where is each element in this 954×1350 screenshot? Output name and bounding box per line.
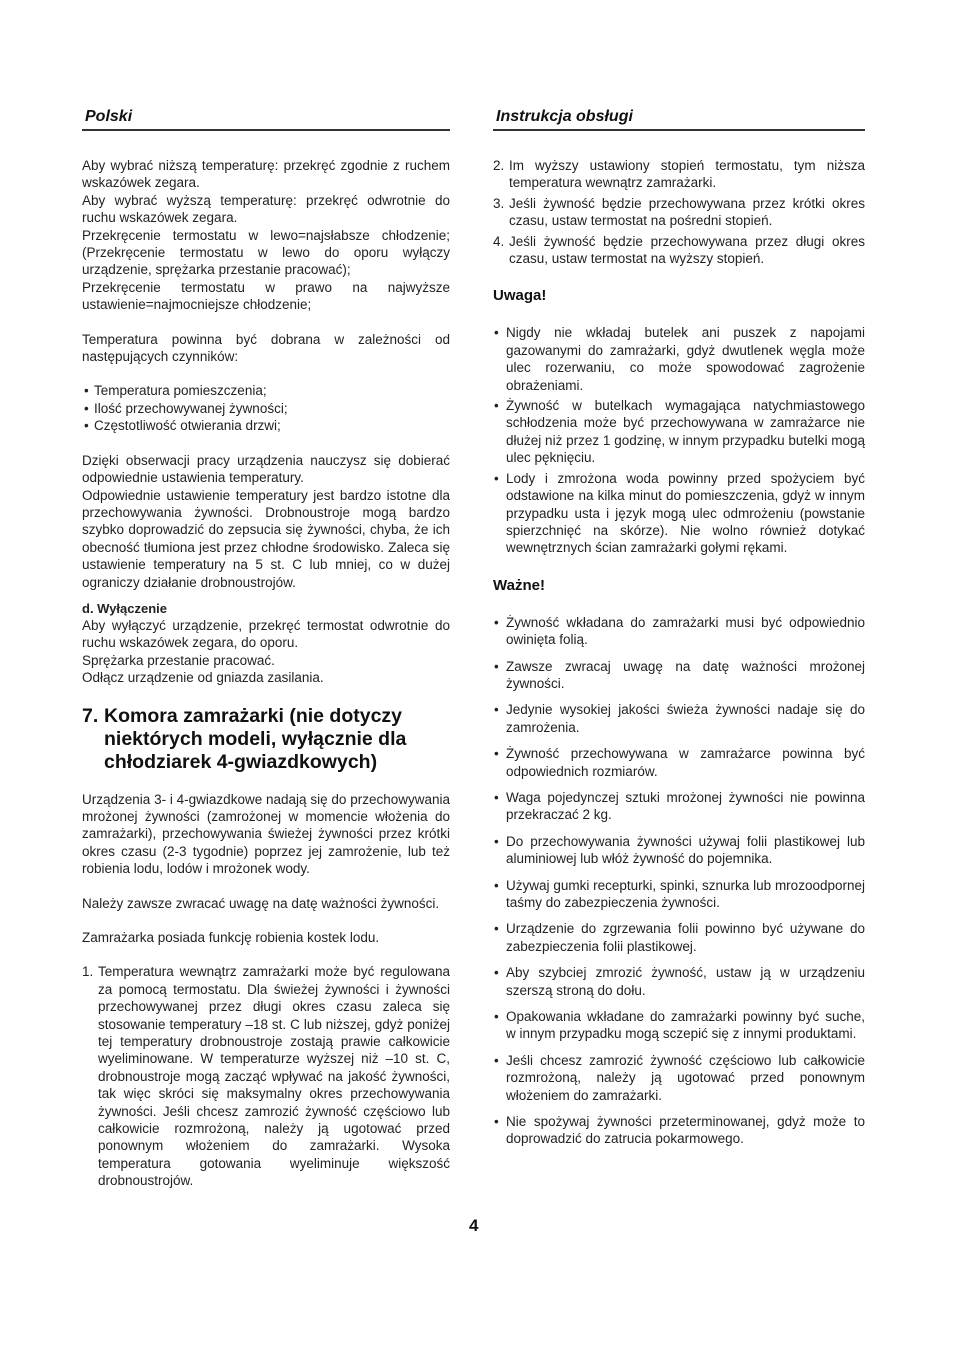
section-title-line-2: niektórych modeli, wyłącznie dla [104,727,407,750]
list-item: • Nigdy nie wkładaj butelek ani puszek z napojami gazowanymi do zamrażarki, gdyż dwutlenek węgla może ulec rozerwaniu, co może spowodować zagrożenie obrażeniami. [493,324,865,394]
list-item: • Urządzenie do zgrzewania folii powinno być używane do zabezpieczenia folii plastikowej. [493,920,865,955]
switch-off-title: d. Wyłączenie [82,600,168,616]
list-item [493,157,865,192]
page-number: 4 [469,1216,479,1235]
setting-paragraph: Odpowiednie ustawienie temperatury jest bardzo istotne dla przechowywania żywności. Drobnoustroje mogą bardzo szybko doprowadzić do zepsucia się żywności, chyba, że ich obecność tłumiona jest przez chłodne środowisko. Zaleca się ustawienie temperatury na 5 st. C lub mniej, co w dużej ograniczy działanie drobnoustrojów. [82,487,450,590]
list-item: • Lody i zmrożona woda powinny przed spożyciem być odstawione na kilka minut do pomieszczenia, gdyż w innym przypadku usta i język mogą ulec odmrożeniu (powstanie spierzchnięć na skórze). Nie wolno również dotykać wewnętrznych ścian zamrażarki gołymi rękami. [493,470,865,557]
list-item: • Jedynie wysokiej jakości świeża żywności nadaje się do zamrożenia. [493,701,865,736]
item-text: Temperatura wewnątrz zamrażarki może być regulowana za pomocą termostatu. Dla świeżej żywności i żywności przechowywanej przez długi okres czasu zaleca się stosowanie temperatury –18 st. C lub niższej, gdyż poniżej tej temperatury drobnoustroje zostają prawie całkowicie wyeliminowane. W temperaturze wyższej niż –10 st. C, drobnoustroje mogą zacząć wpływać na jakość żywności, tak więc skróci się maksymalny okres przechowywania żywności. Jeśli chcesz zamrozić żywność częściowo lub całkowicie rozmrożoną, należy ją ugotować przed ponownym włożeniem do zamrażarki. Wysoka temperatura gotowania wyeliminuje większość drobnoustrojów. [98,964,450,1189]
right-column [493,108,865,1157]
list-item: • Aby szybciej zmrozić żywność, ustaw ją w urządzeniu szerszą stroną do dołu. [493,964,865,999]
language-header: Polski [82,108,450,131]
section-title-line-1: Komora zamrażarki (nie dotyczy [104,704,403,727]
warning-heading: Uwaga! [493,287,547,305]
list-item [493,233,865,268]
section-7-paragraph-2: Należy zawsze zwracać uwagę na datę ważności żywności. [82,895,440,911]
section-number: 7. [82,704,99,727]
item-number: 4. [493,233,505,249]
manual-header: Instrukcja obsługi [493,108,865,131]
section-7-paragraph-1: Urządzenia 3- i 4-gwiazdkowe nadają się do przechowywania mrożonej żywności (zamrożonej w momencie włożenia do zamrażarki), przechowywania świeżej żywności przez krótki okres czasu (2-3 tygodnie) poprzez jej zamrożenie, lub też robienia lodu, lodów i mrożonek wody. [82,791,450,877]
factors-intro: Temperatura powinna być dobrana w zależności od następujących czynników: [82,331,450,365]
section-7-heading [82,705,450,774]
factors-list [82,382,450,434]
list-item [493,195,865,230]
intro-paragraph-1: Aby wybrać niższą temperaturę: przekręć zgodnie z ruchem wskazówek zegara. [82,158,450,191]
intro-paragraph-3: Przekręcenie termostatu w lewo=najsłabsze chłodzenie; (Przekręcenie termostatu w lewo do oporu wyłączy urządzenie, sprężarka przestanie pracować); [82,227,450,278]
item-number: 1. [82,964,94,980]
warning-list [493,324,865,556]
list-item [82,963,450,1189]
switch-off-line-3: Odłącz urządzenie od gniazda zasilania. [82,670,324,686]
list-item: • Używaj gumki recepturki, spinki, sznurka lub mrozoodpornej taśmy do zabezpieczenia żywności. [493,877,865,912]
list-item: • Opakowania wkładane do zamrażarki powinny być suche, w innym przypadku mogą sczepić się z innymi produktami. [493,1008,865,1043]
item-number: 3. [493,195,505,211]
list-item: • Zawsze zwracaj uwagę na datę ważności mrożonej żywności. [493,658,865,693]
item-text: Jeśli żywność będzie przechowywana przez krótki okres czasu, ustaw termostat na pośredni stopień. [509,195,865,229]
important-heading: Ważne! [493,576,545,594]
section-7-paragraph-3: Zamrażarka posiada funkcję robienia kostek lodu. [82,930,380,945]
list-item: • Częstotliwość otwierania drzwi; [82,417,450,434]
intro-paragraph-4: Przekręcenie termostatu w prawo na najwyższe ustawienie=najmocniejsze chłodzenie; [82,279,450,313]
list-item: • Jeśli chcesz zamrozić żywność częściowo lub całkowicie rozmrożoną, należy ją ugotować przed ponownym włożeniem do zamrażarki. [493,1052,865,1104]
list-item: • Waga pojedynczej sztuki mrożonej żywności nie powinna przekraczać 2 kg. [493,789,865,824]
switch-off-line-2: Sprężarka przestanie pracować. [82,652,275,668]
item-text: Jeśli żywność będzie przechowywana przez długi okres czasu, ustaw termostat na wyższy stopień. [509,233,865,267]
list-item: • Nie spożywaj żywności przeterminowanej, gdyż może to doprowadzić do zatrucia pokarmowego. [493,1113,865,1148]
section-title-line-3: chłodziarek 4-gwiazdkowych) [104,750,378,773]
list-item: • Żywność w butelkach wymagająca natychmiastowego schłodzenia może być przechowywana w zamrażarce nie dłużej niż przez 1 godzinę, w innym przypadku butelki mogą ulec pęknięciu. [493,397,865,467]
list-item: • Żywność przechowywana w zamrażarce powinna być odpowiednich rozmiarów. [493,745,865,780]
list-item: • Żywność wkładana do zamrażarki musi być odpowiednio owinięta folią. [493,614,865,649]
switch-off-line-1: Aby wyłączyć urządzenie, przekręć termostat odwrotnie do ruchu wskazówek zegara, do oporu. [82,617,450,651]
intro-paragraph-2: Aby wybrać wyższą temperaturę: przekręć odwrotnie do ruchu wskazówek zegara. [82,192,450,226]
list-item: • Ilość przechowywanej żywności; [82,400,450,417]
item-number: 2. [493,158,505,173]
list-item: • Temperatura pomieszczenia; [82,382,450,399]
numbered-list-left [82,963,450,1189]
observation-paragraph: Dzięki obserwacji pracy urządzenia nauczysz się dobierać odpowiednie ustawienia temperatury. [82,452,450,486]
numbered-list-right [493,157,865,267]
important-list [493,614,865,1148]
left-column [82,108,450,1193]
list-item: • Do przechowywania żywności używaj folii plastikowej lub aluminiowej lub włóż żywność do pojemnika. [493,833,865,868]
item-text: Im wyższy ustawiony stopień termostatu, tym niższa temperatura wewnątrz zamrażarki. [509,158,865,191]
